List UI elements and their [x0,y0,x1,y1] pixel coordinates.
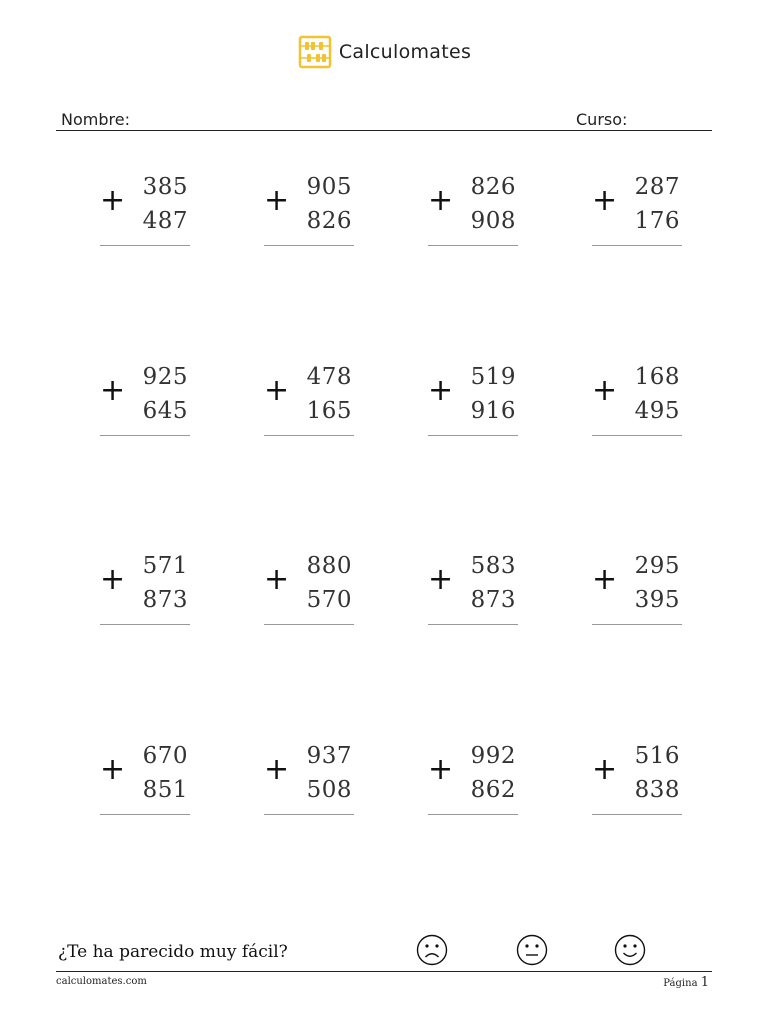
answer-line [264,435,354,436]
footer-divider [56,971,712,972]
addend-bottom: 570 [306,587,352,613]
plus-sign: + [592,183,618,218]
addend-bottom: 645 [142,398,188,424]
course-label: Curso: [576,110,628,129]
addend-top: 478 [306,364,352,390]
addend-top: 925 [142,364,188,390]
page-number: 1 [700,975,709,990]
addition-problem [100,160,190,240]
answer-line [592,624,682,625]
addition-problem [264,160,354,240]
answer-line [428,814,518,815]
addend-bottom: 826 [306,208,352,234]
addition-problem [592,729,682,809]
feedback-question: ¿Te ha parecido muy fácil? [58,942,288,962]
answer-line [264,624,354,625]
plus-sign: + [428,562,454,597]
addend-top: 571 [142,553,188,579]
plus-sign: + [592,373,618,408]
addend-top: 670 [142,743,188,769]
brand-name: Calculomates [338,41,472,63]
plus-sign: + [592,752,618,787]
answer-line [100,435,190,436]
addend-bottom: 862 [470,777,516,803]
addend-top: 992 [470,743,516,769]
addition-problem [100,539,190,619]
page-label: Página [663,978,698,989]
answer-line [264,814,354,815]
addend-top: 826 [470,174,516,200]
addend-top: 937 [306,743,352,769]
addend-bottom: 851 [142,777,188,803]
addend-bottom: 873 [470,587,516,613]
addend-bottom: 908 [470,208,516,234]
addend-top: 516 [634,743,680,769]
addend-top: 295 [634,553,680,579]
addend-top: 905 [306,174,352,200]
addition-problem [264,729,354,809]
plus-sign: + [264,752,290,787]
addition-problem [428,350,518,430]
addition-problem [264,350,354,430]
plus-sign: + [264,373,290,408]
answer-line [428,245,518,246]
answer-line [264,245,354,246]
addition-problem [264,539,354,619]
plus-sign: + [428,183,454,218]
addend-top: 168 [634,364,680,390]
answer-line [428,624,518,625]
addition-problem [592,539,682,619]
answer-line [100,624,190,625]
name-label: Nombre: [61,110,130,129]
plus-sign: + [100,183,126,218]
plus-sign: + [428,752,454,787]
plus-sign: + [264,562,290,597]
addend-bottom: 838 [634,777,680,803]
sad-face-icon[interactable] [416,934,448,966]
footer-site-link[interactable]: calculomates.com [56,976,147,987]
answer-line [592,435,682,436]
addend-bottom: 916 [470,398,516,424]
plus-sign: + [100,373,126,408]
addend-bottom: 495 [634,398,680,424]
answer-line [592,245,682,246]
plus-sign: + [428,373,454,408]
addend-top: 583 [470,553,516,579]
addition-problem [428,729,518,809]
plus-sign: + [264,183,290,218]
addend-top: 287 [634,174,680,200]
addition-problem [100,350,190,430]
addition-problem [100,729,190,809]
page-indicator [663,975,709,990]
addend-bottom: 873 [142,587,188,613]
plus-sign: + [100,562,126,597]
addend-top: 385 [142,174,188,200]
neutral-face-icon[interactable] [516,934,548,966]
addition-problem [428,160,518,240]
addend-bottom: 508 [306,777,352,803]
answer-line [100,814,190,815]
answer-line [428,435,518,436]
addend-top: 519 [470,364,516,390]
addition-problem [592,350,682,430]
addend-top: 880 [306,553,352,579]
plus-sign: + [100,752,126,787]
addition-problem [592,160,682,240]
happy-face-icon[interactable] [614,934,646,966]
plus-sign: + [592,562,618,597]
addend-bottom: 395 [634,587,680,613]
addend-bottom: 165 [306,398,352,424]
answer-line [100,245,190,246]
answer-line [592,814,682,815]
addend-bottom: 487 [142,208,188,234]
addend-bottom: 176 [634,208,680,234]
addition-problem [428,539,518,619]
